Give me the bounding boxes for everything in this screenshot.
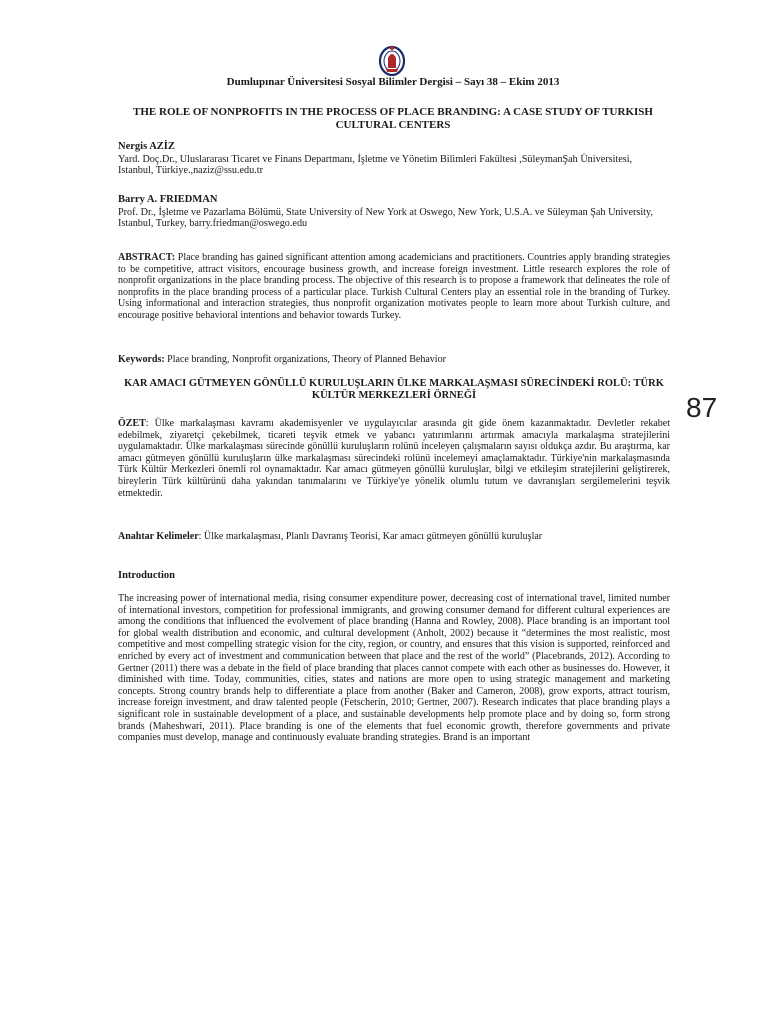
ozet-label: ÖZET bbox=[118, 418, 146, 429]
anahtar-label: Anahtar Kelimeler bbox=[118, 531, 199, 542]
author-block bbox=[118, 141, 670, 177]
ozet-text: : Ülke markalaşması kavramı akademisyenler ve uygulayıcılar arasında git gide önem kazanmaktadır. Devletler rekabet edebilmek, ziyaretçi çekebilmek, ticareti teşvik etmek ve yabancı yatırımlarını artırmak amacıyla markalaşma stratejilerini uygulamaktadır. Ülke markalaşması sürecinde gönüllü kuruluşların rolünü inceleyen çalışmaların sayısı oldukça azdır. Bu araştırma, kar amacı gütmeyen gönüllü kuruluşların ülke markalaşması sürecindeki rolünü incelemeyi amaçlamaktadır. Türkiye'nin markalaşmasında Türk Kültür Merkezleri önemli rol oynamaktadır. Kar amacı gütmeyen gönüllü kuruluşlar, bilgi ve etkileşim stratejilerini geliştirerek, bireylerin Türk kültürünü daha yakından tanımalarını ve Türkiye'ye yönelik olumlu tutum ve davranışları sergilemelerini teşvik etmektedir. bbox=[118, 418, 670, 499]
introduction-text: The increasing power of international media, rising consumer expenditure power, decreasing cost of international travel, limited number of international investors, competition for professional immigrants, and growing consumer demand for different cultural experiences are among the conditions that influenced the evolvement of place branding (Hanna and Rowley, 2008). Place branding is an important tool for global wealth distribution and economic, and cultural development (Anholt, 2002) because it “determines the most realistic, most competitive and most compelling strategic vision for the city, region, or country, and ensures that this vision is supported, reinforced and enriched by every act of investment and communication between that place and the rest of the world” (Placebrands, 2012). According to Gertner (2011) there was a debate in the field of place branding that places cannot compete with each other as businesses do. However, it diminished with time. Today, communities, cities, states and nations are more open to using strategic management and marketing concepts. Strong country brands help to differentiate a place from another (Baker and Cameron, 2008), grow exports, attract tourism, increase foreign investment, and draw talented people (Fetscherin, 2010; Gertner, 2007). Research indicates that place branding plays a significant role in sustainable development of a place, and sustainable developments help promote place and by doing so, form strong brands (Maheshwari, 2011). Place branding is one of the elements that fuel economic growth, therefore governments and private companies must develop, manage and continuously evaluate branding strategies. Brand is an important bbox=[118, 593, 670, 744]
page-number: 87 bbox=[686, 392, 718, 423]
section-heading: Introduction bbox=[118, 570, 175, 581]
journal-header: Dumlupınar Üniversitesi Sosyal Bilimler Dergisi – Sayı 38 – Ekim 2013 bbox=[226, 76, 560, 88]
turkish-title: KAR AMACI GÜTMEYEN GÖNÜLLÜ KURULUŞLARIN ÜLKE MARKALAŞMASI SÜRECİNDEKİ ROLÜ: TÜRK KÜLTÜR MERKEZLERİ ÖRNEĞİ bbox=[124, 378, 664, 401]
author-name: Barry A. FRIEDMAN bbox=[118, 194, 218, 205]
keywords-text: Place branding, Nonprofit organizations, Theory of Planned Behavior bbox=[164, 354, 446, 365]
anahtar-text: : Ülke markalaşması, Planlı Davranış Teorisi, Kar amacı gütmeyen gönüllü kuruluşlar bbox=[198, 531, 543, 542]
author-name: Nergis AZİZ bbox=[118, 141, 175, 152]
abstract-text: Place branding has gained significant attention among academicians and practitioners. Countries apply branding strategies to be competitive, attract visitors, encourage business growth, and increase foreign investment. Little research explores the role of nonprofit organizations in the place branding process. The objective of this research is to propose a framework that delineates the role of nonprofits in the place branding process of a particular place. Turkish Cultural Centers play an essential role in the branding of Turkey. Using informational and interaction strategies, thus nonprofit organization motivates people to learn more about Turkish culture, and encourage positive behavioral intentions and behavior towards Turkey. bbox=[118, 252, 670, 321]
paper-title: THE ROLE OF NONPROFITS IN THE PROCESS OF PLACE BRANDING: A CASE STUDY OF TURKISH CULTURAL CENTERS bbox=[133, 106, 653, 131]
author-affiliation: Prof. Dr., İşletme ve Pazarlama Bölümü, State University of New York at Oswego, New York, U.S.A. ve Süleyman Şah University, Istanbul, Turkey, barry.friedman@oswego.edu bbox=[118, 206, 653, 229]
abstract-label: ABSTRACT: bbox=[118, 252, 176, 263]
abstract bbox=[118, 252, 670, 322]
anahtar-kelimeler bbox=[118, 531, 670, 543]
university-seal-icon bbox=[376, 44, 408, 80]
ozet bbox=[118, 418, 670, 499]
keywords-label: Keywords: bbox=[118, 354, 165, 365]
author-affiliation: Yard. Doç.Dr., Uluslararası Ticaret ve Finans Departmanı, İşletme ve Yönetim Bilimleri Fakültesi ,SüleymanŞah Üniversitesi, Istanbul, Türkiye.,naziz@ssu.edu.tr bbox=[118, 153, 633, 176]
author-block bbox=[118, 194, 670, 230]
keywords bbox=[118, 354, 670, 366]
